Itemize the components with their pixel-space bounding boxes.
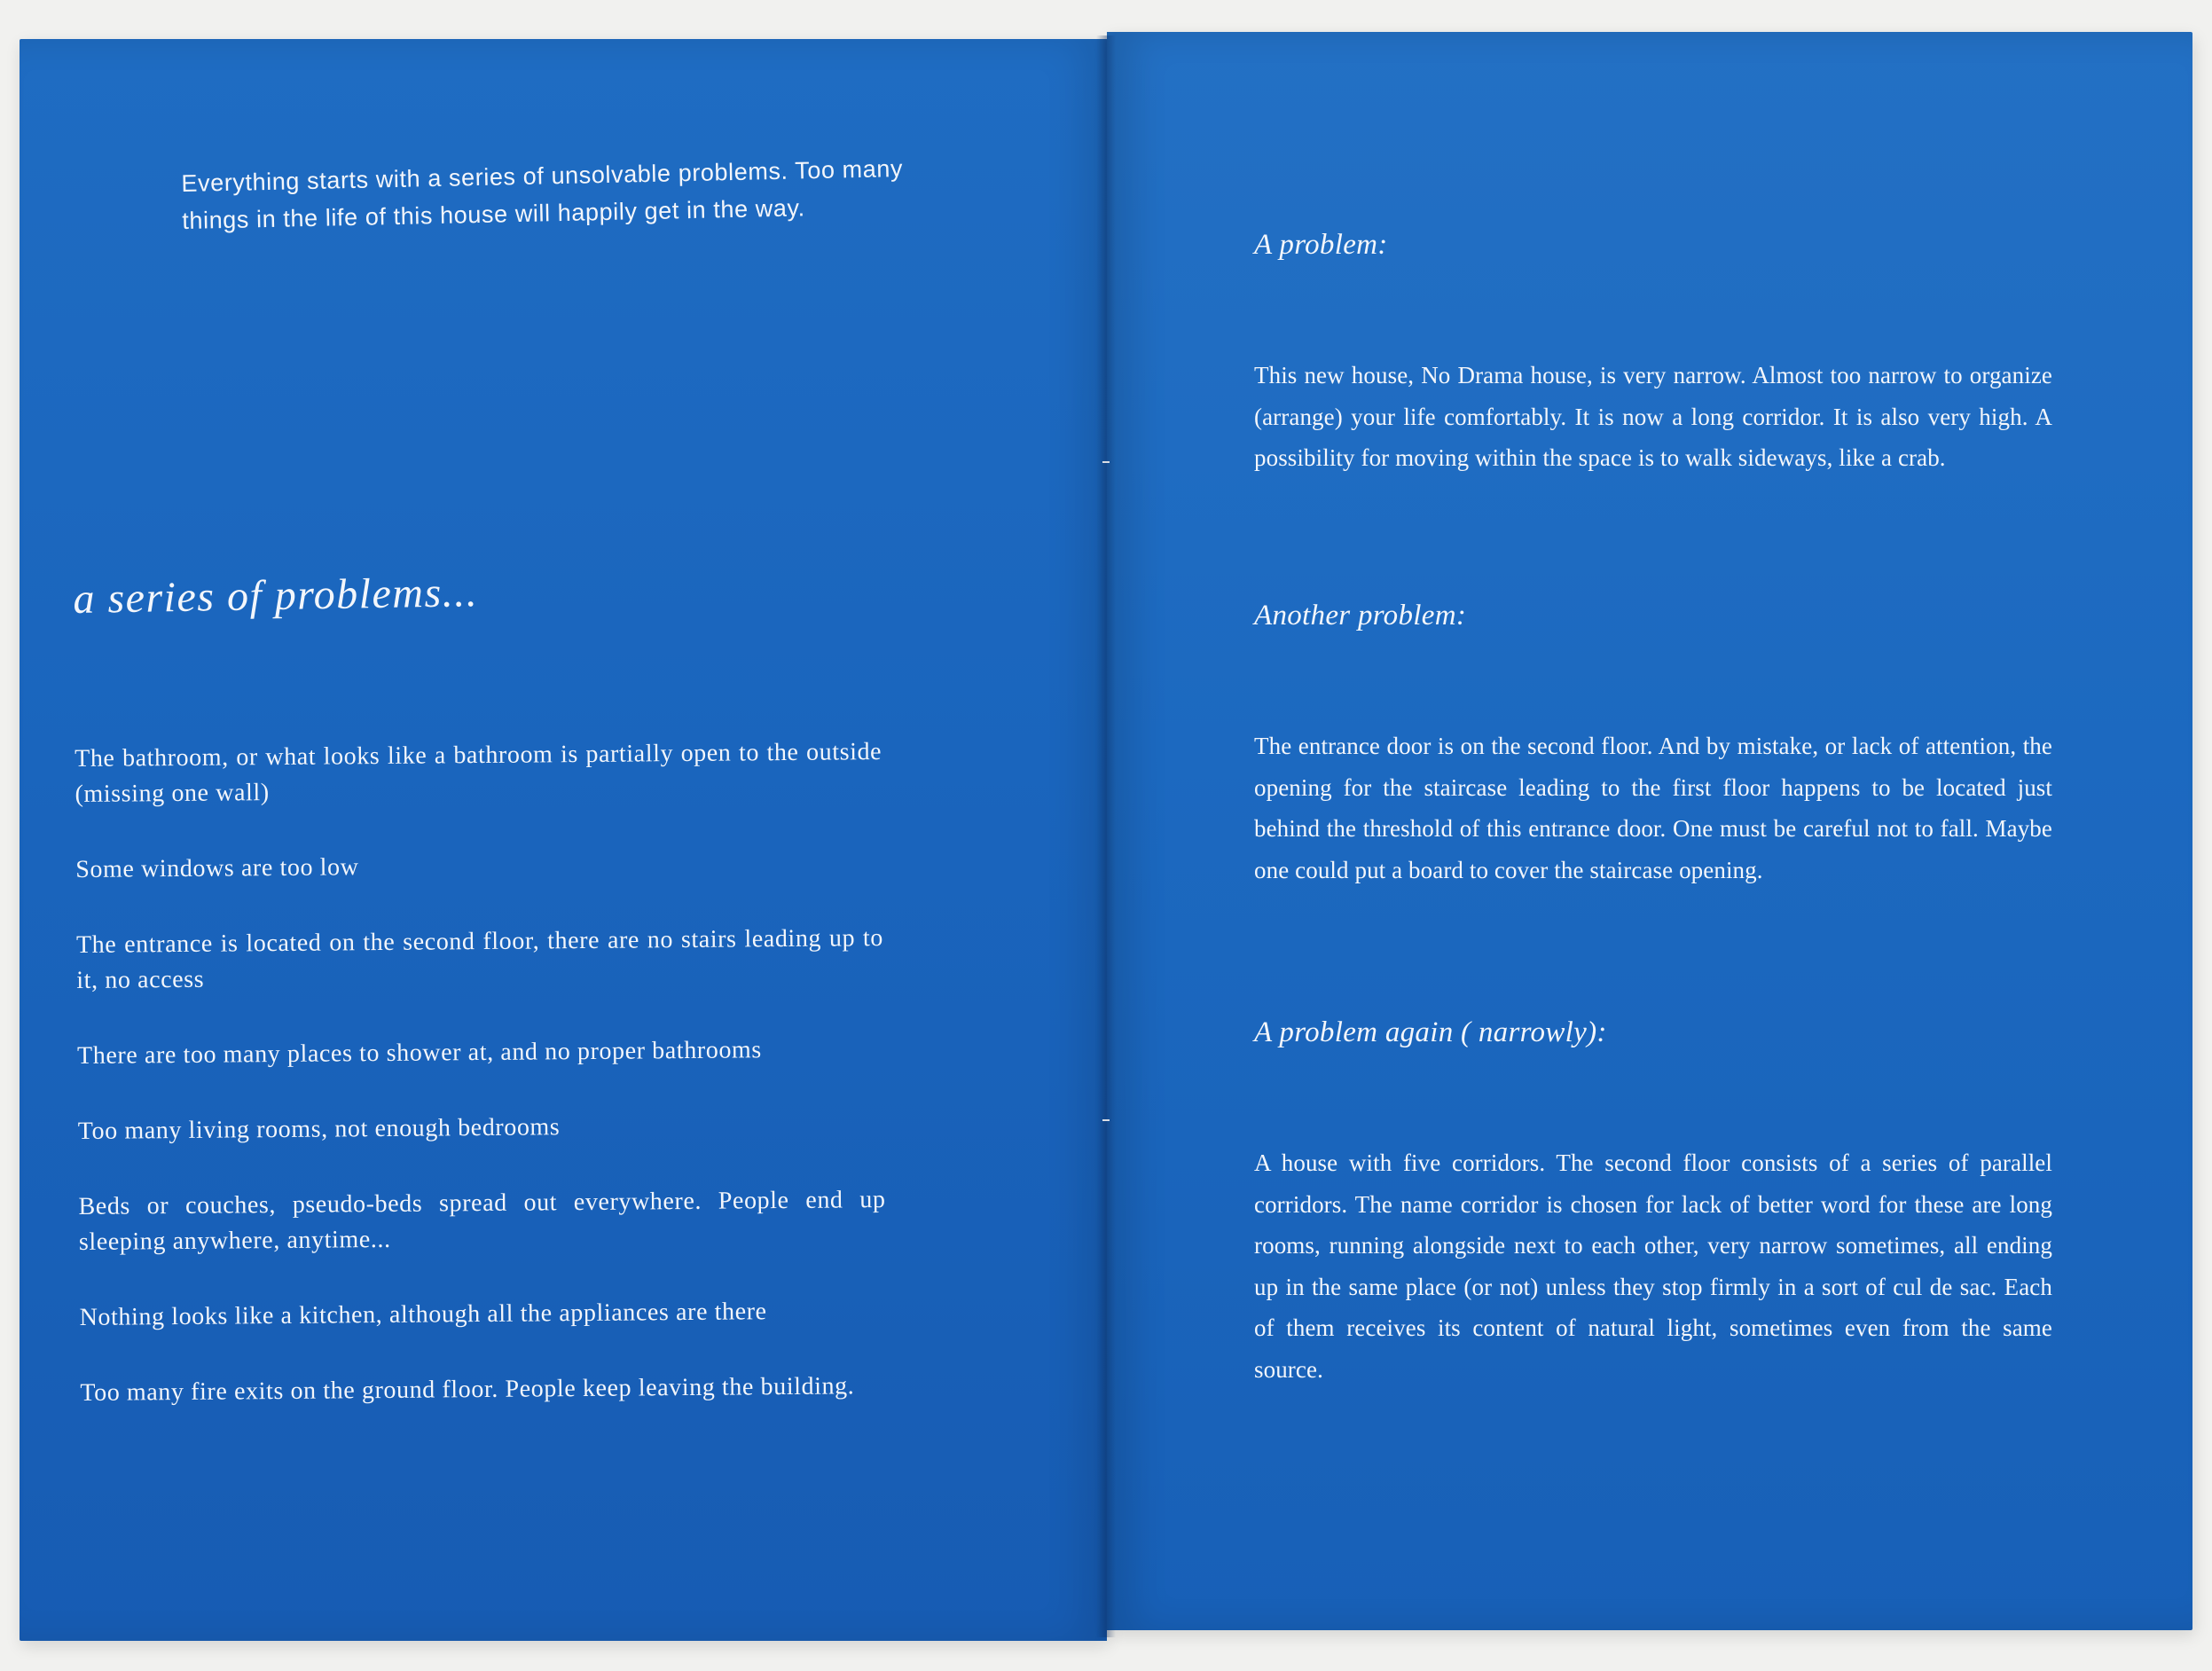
section-heading: a series of problems... xyxy=(73,569,479,623)
problem-section xyxy=(1254,1016,2052,1049)
staple-mark xyxy=(1102,461,1110,463)
list-item: The entrance is located on the second floor, there are no stairs leading up to it, no access xyxy=(75,924,884,994)
list-item: Some windows are too low xyxy=(75,853,359,883)
problem-section xyxy=(1254,726,2052,890)
list-item: Too many living rooms, not enough bedrooms xyxy=(77,1113,561,1145)
left-page xyxy=(20,39,1107,1641)
problem-heading: Another problem: xyxy=(1254,600,1467,632)
problem-text: This new house, No Drama house, is very narrow. Almost too narrow to organize (arrange) your life comfortably. It is now a long corridor. It is also very high. A possibility for moving within the space is to walk sideways, like a crab. xyxy=(1254,362,2052,471)
right-page xyxy=(1107,32,2192,1630)
problem-section xyxy=(1254,355,2052,479)
booklet-spine xyxy=(1096,35,1116,1637)
problem-text: The entrance door is on the second floor. And by mistake, or lack of attention, the opening for the staircase leading to the first floor happens to be located just behind the threshold of this entrance door. One must be careful not to fall. Maybe one could put a board to cover the staircase opening. xyxy=(1254,733,2052,883)
problem-heading: A problem again ( narrowly): xyxy=(1254,1016,1607,1048)
problem-heading: A problem: xyxy=(1254,229,1388,261)
intro-paragraph: Everything starts with a series of unsolvable problems. Too many things in the life of this house will happily get in the way. xyxy=(181,154,904,234)
list-item: Nothing looks like a kitchen, although all the appliances are there xyxy=(79,1298,767,1331)
list-item: Beds or couches, pseudo-beds spread out everywhere. People end up sleeping anywhere, anytime... xyxy=(78,1186,886,1256)
problem-list xyxy=(75,734,888,1451)
problem-text: A house with five corridors. The second floor consists of a series of parallel corridors. The name corridor is chosen for lack of better word for these are long rooms, running alongside next to each other, very narrow sometimes, all ending up in the same place (or not) unless they stop firmly in a sort of cul de sac. Each of them receives its content of natural light, sometimes even from the same source. xyxy=(1254,1149,2052,1383)
list-item: There are too many places to shower at, and no proper bathrooms xyxy=(76,1036,762,1070)
problem-section xyxy=(1254,1142,2052,1390)
list-item: The bathroom, or what looks like a bathroom is partially open to the outside (missing one wall) xyxy=(75,738,882,808)
problem-section xyxy=(1254,600,2052,632)
list-item: Too many fire exits on the ground floor. People keep leaving the building. xyxy=(80,1372,855,1407)
problem-section xyxy=(1254,229,2052,262)
staple-mark xyxy=(1102,1119,1110,1121)
